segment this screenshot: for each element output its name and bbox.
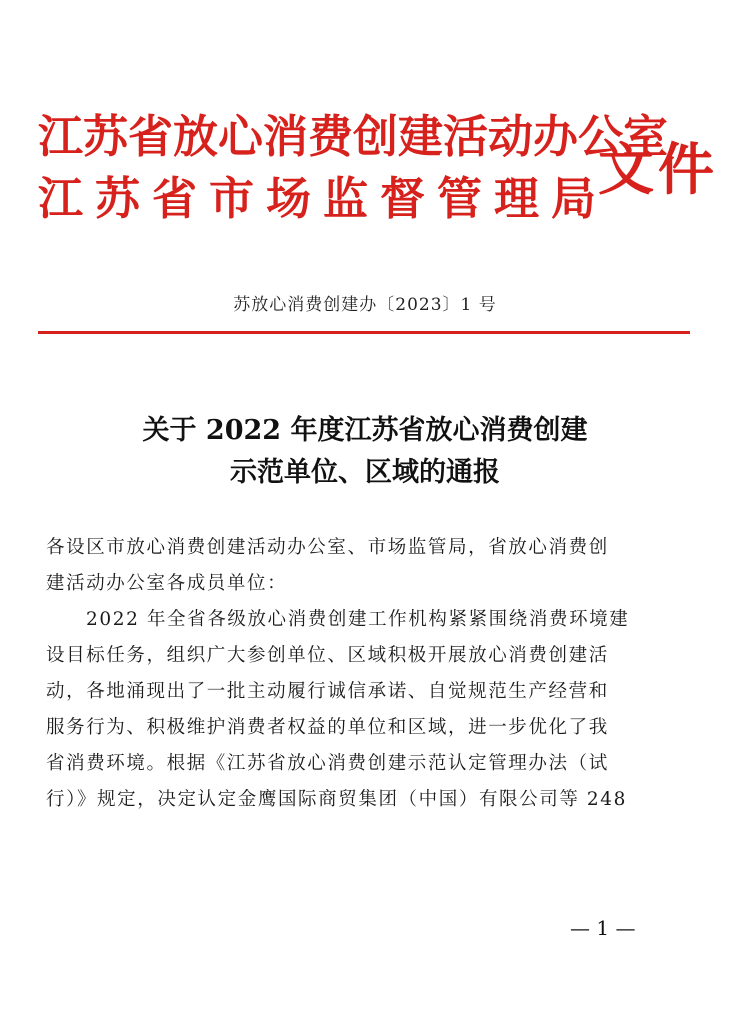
body-line: 建活动办公室各成员单位： [46, 573, 288, 594]
body-text [46, 530, 686, 818]
document-title [0, 410, 730, 494]
body-line: 各设区市放心消费创建活动办公室、市场监管局，省放心消费创 [46, 537, 609, 558]
title-line: 关于 2022 年度江苏省放心消费创建 [142, 415, 588, 446]
red-separator [38, 331, 690, 334]
page-number: — 1 — [570, 916, 636, 940]
body-line: 省消费环境。根据《江苏省放心消费创建示范认定管理办法（试 [46, 753, 609, 774]
body-line: 2022 年全省各级放心消费创建工作机构紧紧围绕消费环境建 [86, 609, 630, 630]
body-line: 服务行为、积极维护消费者权益的单位和区域，进一步优化了我 [46, 717, 609, 738]
issuer-office: 江苏省放心消费创建活动办公室 [38, 110, 669, 163]
document-type: 文件 [598, 138, 718, 203]
document-number: 苏放心消费创建办〔2023〕1 号 [233, 295, 497, 315]
title-line: 示范单位、区域的通报 [230, 457, 500, 488]
body-line: 行）》规定，决定认定金鹰国际商贸集团（中国）有限公司等 248 [46, 789, 628, 810]
body-line: 动，各地涌现出了一批主动履行诚信承诺、自觉规范生产经营和 [46, 681, 609, 702]
issuer-bureau: 江苏省市场监督管理局 [38, 172, 609, 225]
body-line: 设目标任务，组织广大参创单位、区域积极开展放心消费创建活 [46, 645, 609, 666]
